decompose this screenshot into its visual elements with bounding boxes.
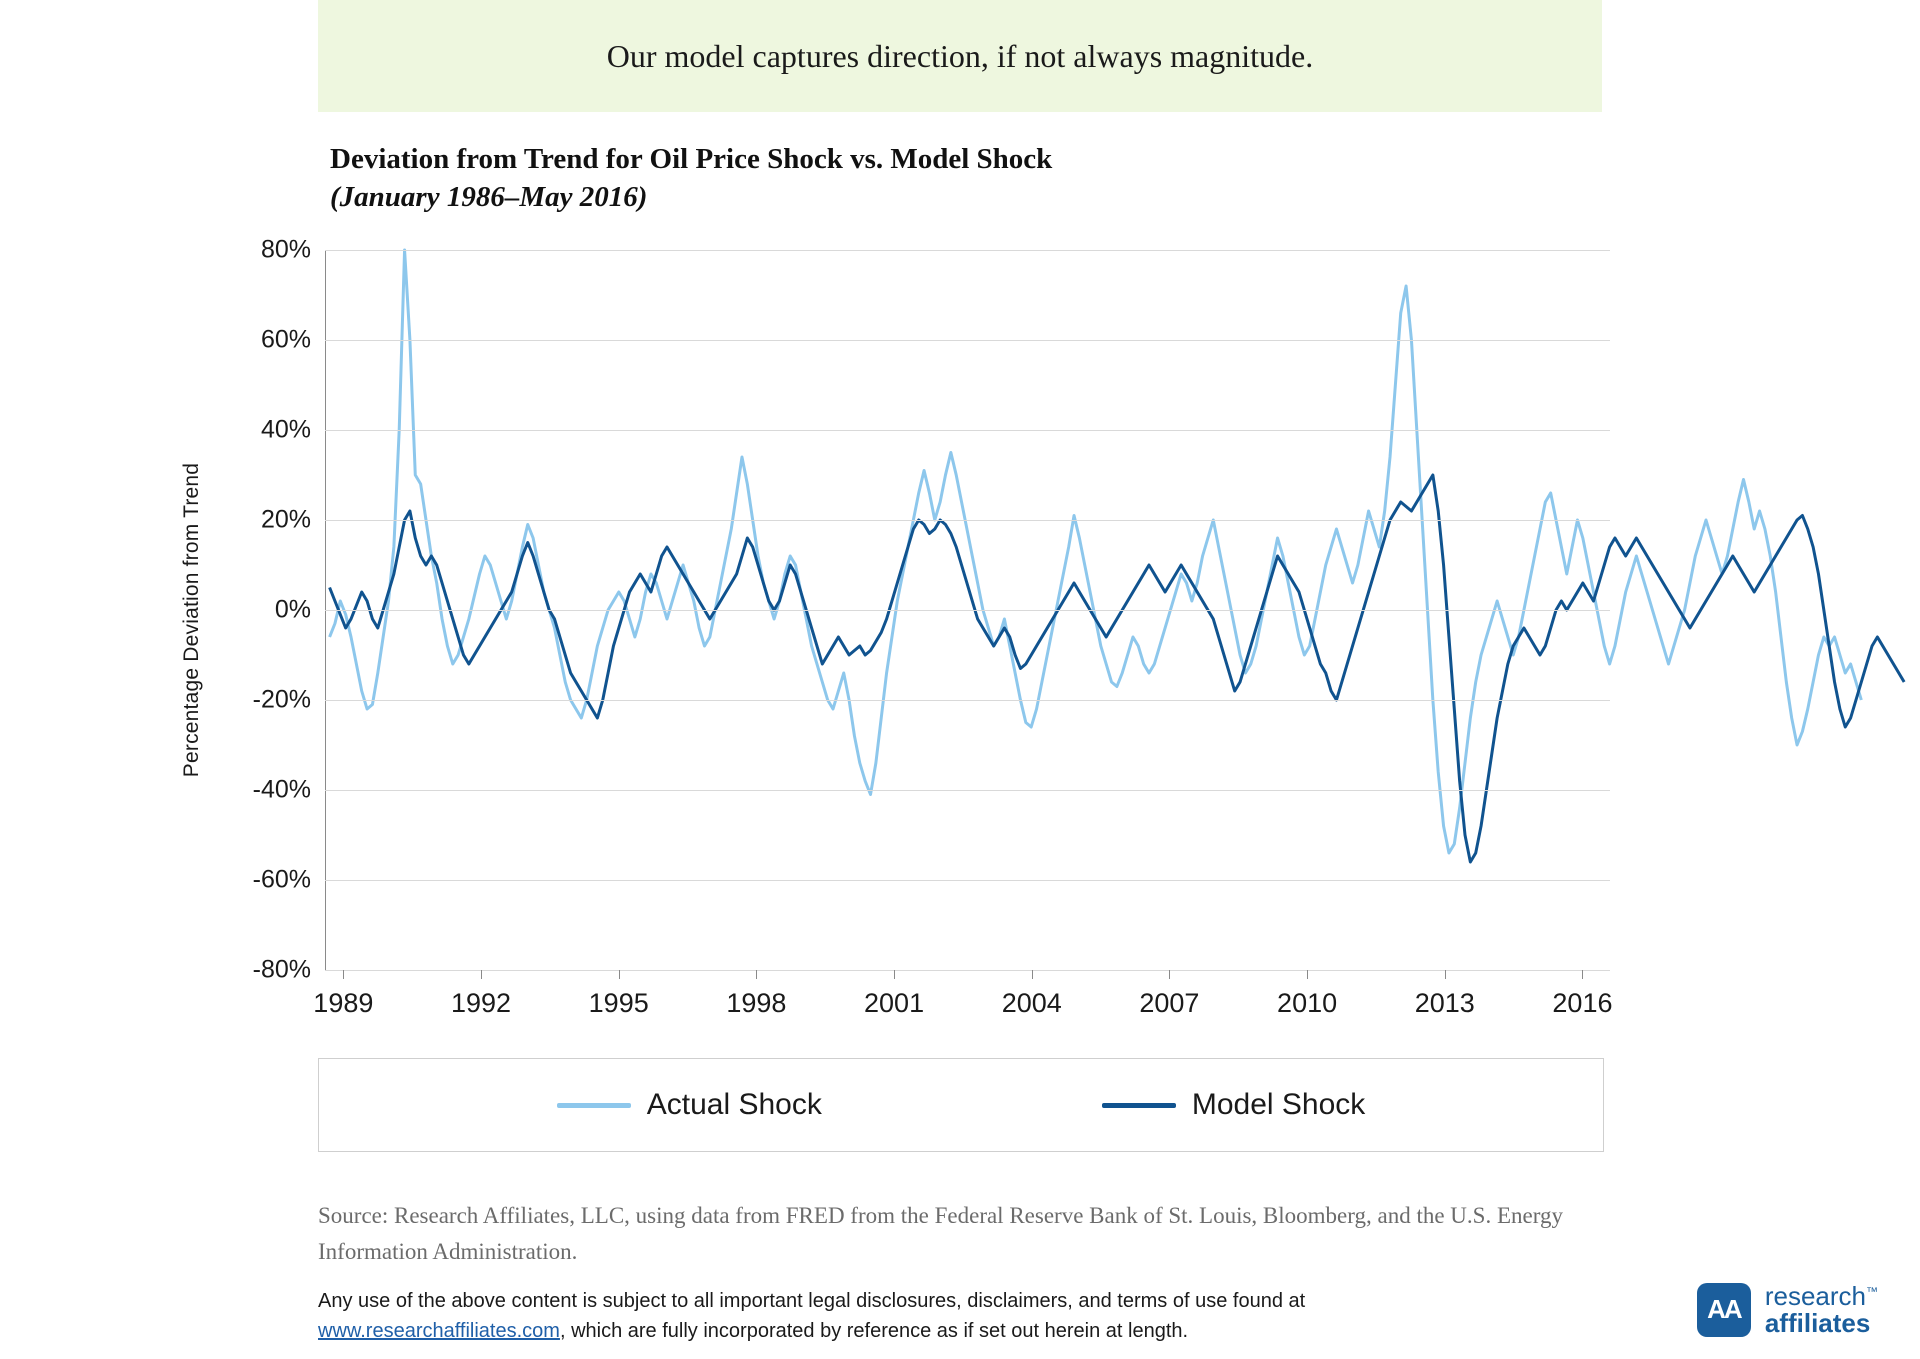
logo-wordmark [1764,1280,1878,1338]
legend-label-actual: Actual Shock [646,1088,822,1121]
x-axis-tick-mark [894,970,895,979]
y-gridline [325,790,1610,791]
y-gridline [325,880,1610,881]
x-axis-tick-label: 1998 [726,988,787,1018]
y-gridline [325,970,1610,971]
y-gridline [325,250,1610,251]
disclaimer-before: Any use of the above content is subject to all important legal disclosures, disclaimers, and terms of use found at [318,1290,1306,1312]
disclaimer-note [318,1286,1498,1346]
x-axis-tick-mark [1445,970,1446,979]
chart-axes [252,235,1613,1018]
y-gridline [325,520,1610,521]
legend-label-model: Model Shock [1191,1088,1366,1121]
y-gridline [325,340,1610,341]
y-gridline [325,610,1610,611]
x-axis-tick-label: 2013 [1414,988,1475,1018]
callout-text: Our model captures direction, if not always magnitude. [606,37,1314,74]
callout-banner [318,0,1602,112]
y-axis-tick-label: -40% [252,775,311,804]
chart-title-main: Deviation from Trend for Oil Price Shock vs. Model Shock [330,143,1053,175]
y-axis-tick-label: 0% [274,595,311,624]
legend-item-model-shock [1102,1088,1365,1122]
x-axis-tick-mark [343,970,344,979]
y-axis-tick-label: 20% [260,505,311,534]
y-gridline [325,700,1610,701]
y-axis-label: Percentage Deviation from Trend [180,462,203,778]
disclaimer-after: , which are fully incorporated by reference as if set out herein at length. [559,1320,1189,1342]
x-axis-tick-label: 2004 [1001,988,1062,1018]
logo-line-1: research™ [1764,1280,1878,1311]
legend-swatch-model [1102,1103,1176,1108]
y-axis-tick-label: 40% [260,415,311,444]
chart-title [330,140,1530,217]
x-axis-tick-label: 2007 [1139,988,1200,1018]
x-axis-tick-mark [619,970,620,979]
x-axis-tick-label: 2010 [1277,988,1338,1018]
logo-mark-icon: AA [1697,1283,1751,1337]
x-axis-tick-mark [756,970,757,979]
legend-item-actual-shock [557,1088,822,1122]
x-axis-tick-mark [1032,970,1033,979]
x-axis-tick-mark [1169,970,1170,979]
chart-subtitle: (January 1986–May 2016) [330,181,648,214]
y-axis-tick-label: 60% [260,325,311,354]
y-axis-tick-label: -20% [252,685,311,714]
x-axis-tick-label: 1995 [588,988,649,1018]
x-axis-tick-mark [481,970,482,979]
y-axis-tick-label: -60% [252,865,311,894]
y-axis-tick-label: -80% [252,955,311,984]
y-gridline [325,430,1610,431]
x-axis-tick-label: 1989 [313,988,374,1018]
disclaimer-link[interactable]: www.researchaffiliates.com [318,1320,560,1342]
x-axis-tick-label: 1992 [450,988,512,1018]
series-line [330,475,1905,862]
source-note: Source: Research Affiliates, LLC, using data from FRED from the Federal Reserve Bank of St. Louis, Bloomberg, and the U.S. Energy Information Administration. [318,1203,1563,1264]
research-affiliates-logo [1697,1280,1878,1338]
chart-legend [318,1058,1604,1152]
logo-line-2: affiliates [1764,1307,1871,1338]
x-axis-tick-label: 2001 [864,988,925,1018]
y-axis-tick-label: 80% [260,235,311,264]
x-axis-tick-mark [1307,970,1308,979]
legend-swatch-actual [557,1103,631,1108]
trademark-symbol: ™ [1866,1284,1878,1299]
x-axis-tick-mark [1582,970,1583,979]
x-axis-tick-label: 2016 [1552,988,1613,1018]
chart-plot-area [180,235,1613,1018]
